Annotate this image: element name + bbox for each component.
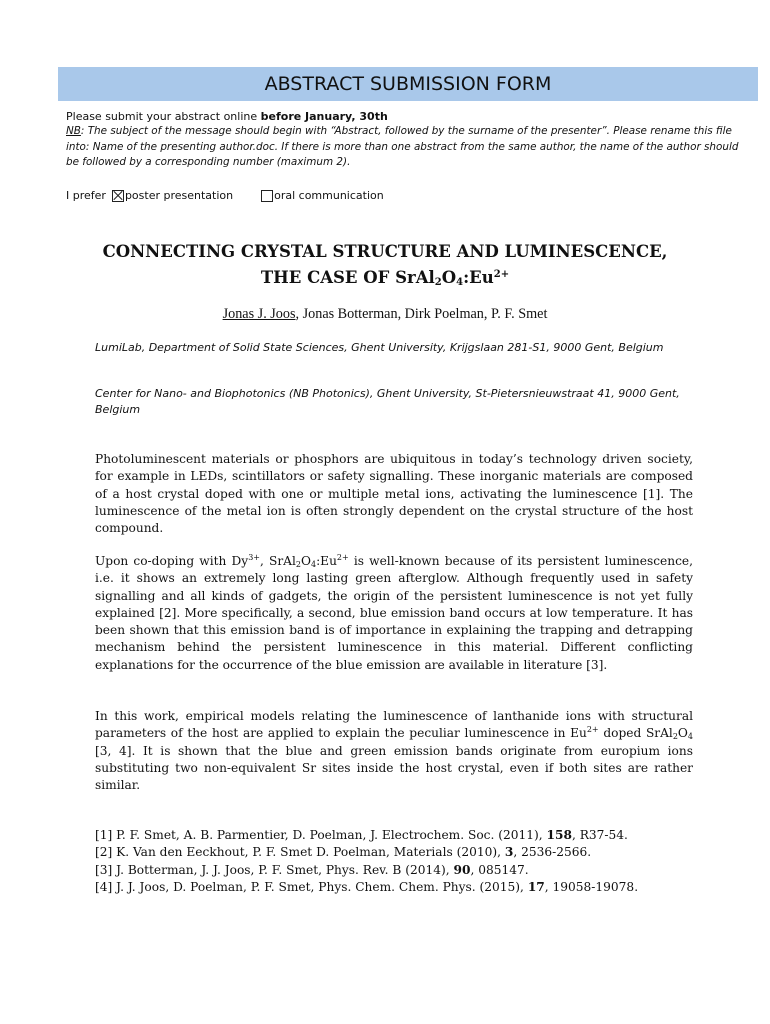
affiliation-2: Center for Nano- and Biophotonics (NB Photonics), Ghent University, St-Pietersnieuwstraat 41, 9000 Gent, Belgium (95, 387, 680, 416)
naming-note (66, 124, 754, 171)
reference-item: [2] K. Van den Eeckhout, P. F. Smet D. Poelman, Materials (2010), 3, 2536-2566. (95, 845, 592, 860)
oral-label: oral communication (274, 189, 384, 202)
poster-checkbox[interactable] (112, 190, 124, 202)
reference-item: [3] J. Botterman, J. J. Joos, P. F. Smet, Phys. Rev. B (2014), 90, 085147. (95, 862, 529, 877)
abstract-paragraph-1: Photoluminescent materials or phosphors are ubiquitous in today’s technology driven society, for example in LEDs, scintillators or safety signalling. These inorganic materials are composed of a host crystal doped with one or multiple metal ions, activating the luminescence [1]. The luminescence of the metal ion is often strongly dependent on the crystal structure of the host compound. (95, 452, 693, 536)
reference-item: [4] J. J. Joos, D. Poelman, P. F. Smet, Phys. Chem. Chem. Phys. (2015), 17, 19058-19078. (95, 879, 639, 894)
nb-text: : The subject of the message should begin with “Abstract, followed by the surname of the presenter”. Please rename this file into: Name of the presenting author.doc. If there is more than one abstract from the same author, the name of the author should be followed by a corresponding number (maximum 2). (66, 125, 739, 168)
abstract-paragraph-3: In this work, empirical models relating the luminescence of lanthanide ions with structural parameters of the host are applied to explain the peculiar luminescence in $Eu^{2+}$ doped $SrAl_2O_4$ [3, 4]. It is shown that the blue and green emission bands originate from europium ions substituting two non-equivalent Sr sites inside the host crystal, even if both sites are rather similar. (95, 709, 694, 793)
title-line-2: THE CASE OF $SrAl_2O_4:Eu^{2+}$ (260, 268, 510, 288)
co-authors: , Jonas Botterman, Dirk Poelman, P. F. Smet (295, 306, 548, 322)
reference-item: [1] P. F. Smet, A. B. Parmentier, D. Poelman, J. Electrochem. Soc. (2011), 158, R37-54. (95, 828, 628, 842)
presentation-preference (66, 189, 384, 202)
prefer-label: I prefer (66, 189, 106, 202)
presenting-author: Jonas J. Joos (222, 306, 296, 322)
submit-prefix: Please submit your abstract online (66, 110, 261, 123)
form-banner (58, 67, 758, 101)
paper-title (0, 240, 770, 294)
form-title: ABSTRACT SUBMISSION FORM (264, 73, 552, 95)
title-line-1: CONNECTING CRYSTAL STRUCTURE AND LUMINESCENCE, (102, 242, 668, 261)
affiliation-1: LumiLab, Department of Solid State Sciences, Ghent University, Krijgslaan 281-S1, 9000 Gent, Belgium (95, 341, 664, 354)
abstract-paragraph-2: Upon co-doping with $Dy^{3+}$, $SrAl_2O_4:Eu^{2+}$ is well-known because of its persistent luminescence, i.e. it shows an extremely long lasting green afterglow. Although frequently used in safety signalling and all kinds of gadgets, the origin of the persistent luminescence is not yet fully explained [2]. More specifically, a second, blue emission band occurs at low temperature. It has been shown that this emission band is of importance in explaining the trapping and detrapping mechanism behind the persistent luminescence in this material. Different conflicting explanations for the occurrence of the blue emission are available in literature [3]. (95, 553, 693, 672)
oral-checkbox[interactable] (261, 190, 273, 202)
nb-tag: NB (66, 125, 81, 137)
submit-deadline: before January, 30th (260, 110, 388, 123)
author-list (0, 306, 770, 323)
poster-label: poster presentation (124, 189, 234, 202)
submission-instructions (66, 110, 388, 123)
reference-list (95, 827, 735, 896)
